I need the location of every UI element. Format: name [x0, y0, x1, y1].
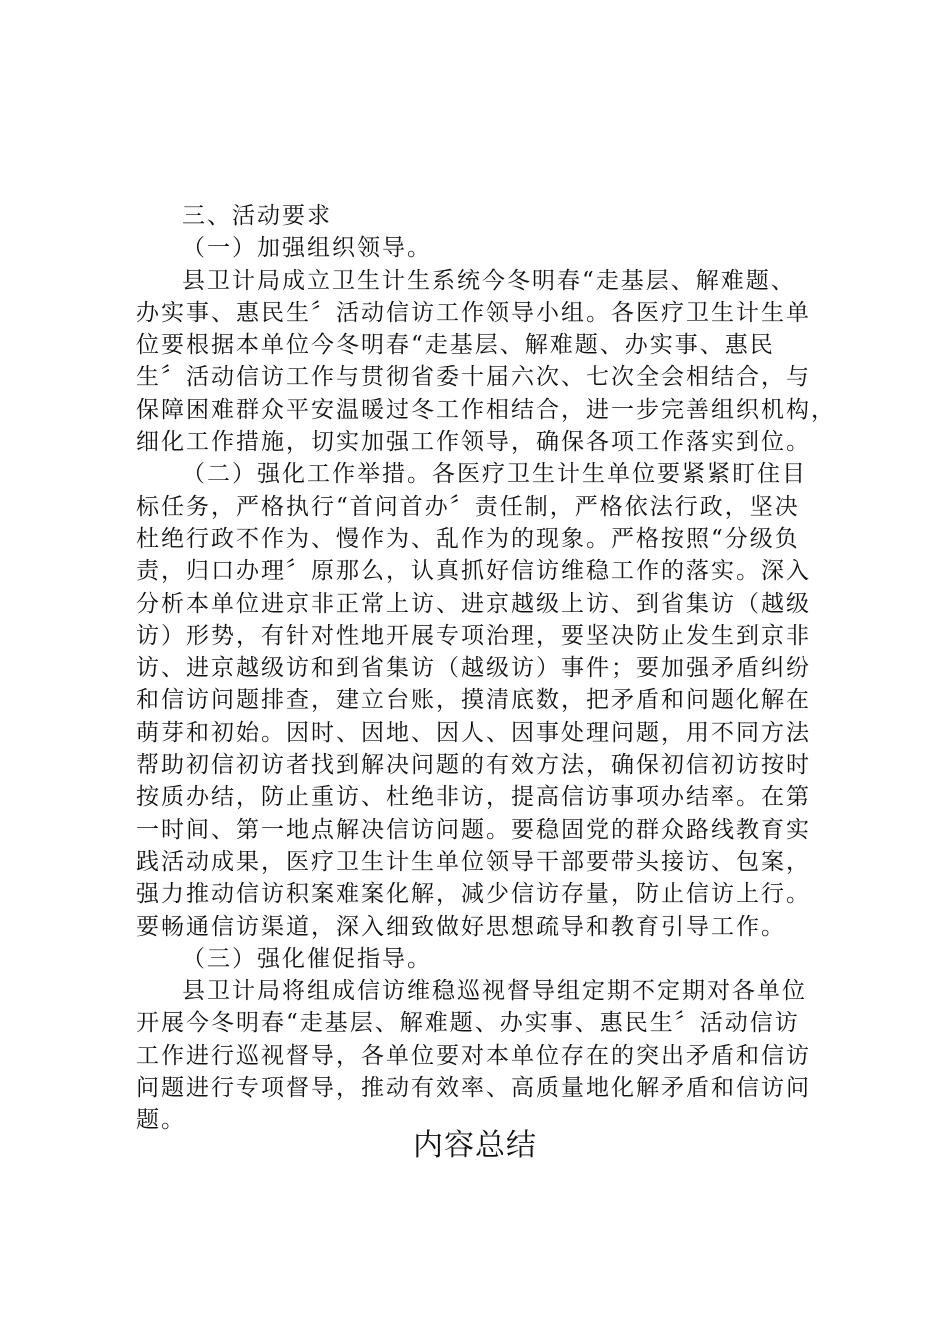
paragraph-1-line: 县卫计局成立卫生计生系统今冬明春“走基层、解难题、	[182, 267, 796, 294]
paragraph-2-line: 访）形势，有针对性地开展专项治理，要坚决防止发生到京非	[136, 622, 811, 649]
paragraph-3-line: 开展今冬明春“走基层、解难题、办实事、惠民生〞活动信访	[136, 1010, 800, 1037]
paragraph-1-line: 位要根据本单位今冬明春“走基层、解难题、办实事、惠民	[136, 332, 775, 359]
paragraph-2-line: 和信访问题排查，建立台账，摸清底数，把矛盾和问题化解在	[136, 687, 811, 714]
paragraph-3-line: 县卫计局将组成信访维稳巡视督导组定期不定期对各单位	[182, 978, 807, 1005]
paragraph-2-line: 分析本单位进京非正常上访、进京越级上访、到省集访（越级	[136, 590, 811, 617]
paragraph-2-line: 践活动成果，医疗卫生计生单位领导干部要带头接访、包案，	[136, 848, 811, 875]
paragraph-2-line: 标任务，严格执行“首问首办〞责任制，严格依法行政，坚决	[136, 493, 800, 520]
paragraph-2-line: 帮助初信初访者找到解决问题的有效方法，确保初信初访按时	[136, 752, 811, 779]
paragraph-1-line: 办实事、惠民生〞活动信访工作领导小组。各医疗卫生计生单	[136, 299, 811, 326]
paragraph-3-line: 题。	[136, 1107, 186, 1134]
subsection-heading-3: （三）强化催促指导。	[182, 945, 432, 972]
paragraph-2-line: 访、进京越级访和到省集访（越级访）事件；要加强矛盾纠纷	[136, 655, 811, 682]
paragraph-1-line: 细化工作措施，切实加强工作领导，确保各项工作落实到位。	[136, 429, 811, 456]
paragraph-3-line: 问题进行专项督导，推动有效率、高质量地化解矛盾和信访问	[136, 1075, 811, 1102]
document-body	[136, 200, 836, 1137]
paragraph-2-line: 要畅通信访渠道，深入细致做好思想疏导和教育引导工作。	[136, 913, 786, 940]
paragraph-2-line: 一时间、第一地点解决信访问题。要稳固党的群众路线教育实	[136, 816, 811, 843]
paragraph-3-line: 工作进行巡视督导，各单位要对本单位存在的突出矛盾和信访	[136, 1042, 811, 1069]
paragraph-1-line: 生〞活动信访工作与贯彻省委十届六次、七次全会相结合，与	[136, 364, 811, 391]
subsection-heading-1: （一）加强组织领导。	[182, 235, 432, 262]
paragraph-2-line: 强力推动信访积案难案化解，减少信访存量，防止信访上行。	[136, 881, 811, 908]
paragraph-2-line: （二）强化工作举措。各医疗卫生计生单位要紧紧盯住目	[182, 461, 807, 488]
summary-title: 内容总结	[413, 1128, 537, 1163]
paragraph-2-line: 按质办结，防止重访、杜绝非访，提高信访事项办结率。在第	[136, 784, 811, 811]
section-heading: 三、活动要求	[182, 203, 332, 229]
paragraph-2-line: 杜绝行政不作为、慢作为、乱作为的现象。严格按照“分级负	[136, 525, 800, 552]
paragraph-2-line: 萌芽和初始。因时、因地、因人、因事处理问题，用不同方法	[136, 719, 811, 746]
paragraph-2-line: 责，归口办理〞原那么，认真抓好信访维稳工作的落实。深入	[136, 558, 811, 585]
paragraph-1-line: 保障困难群众平安温暖过冬工作相结合，进一步完善组织机构，	[136, 396, 836, 423]
